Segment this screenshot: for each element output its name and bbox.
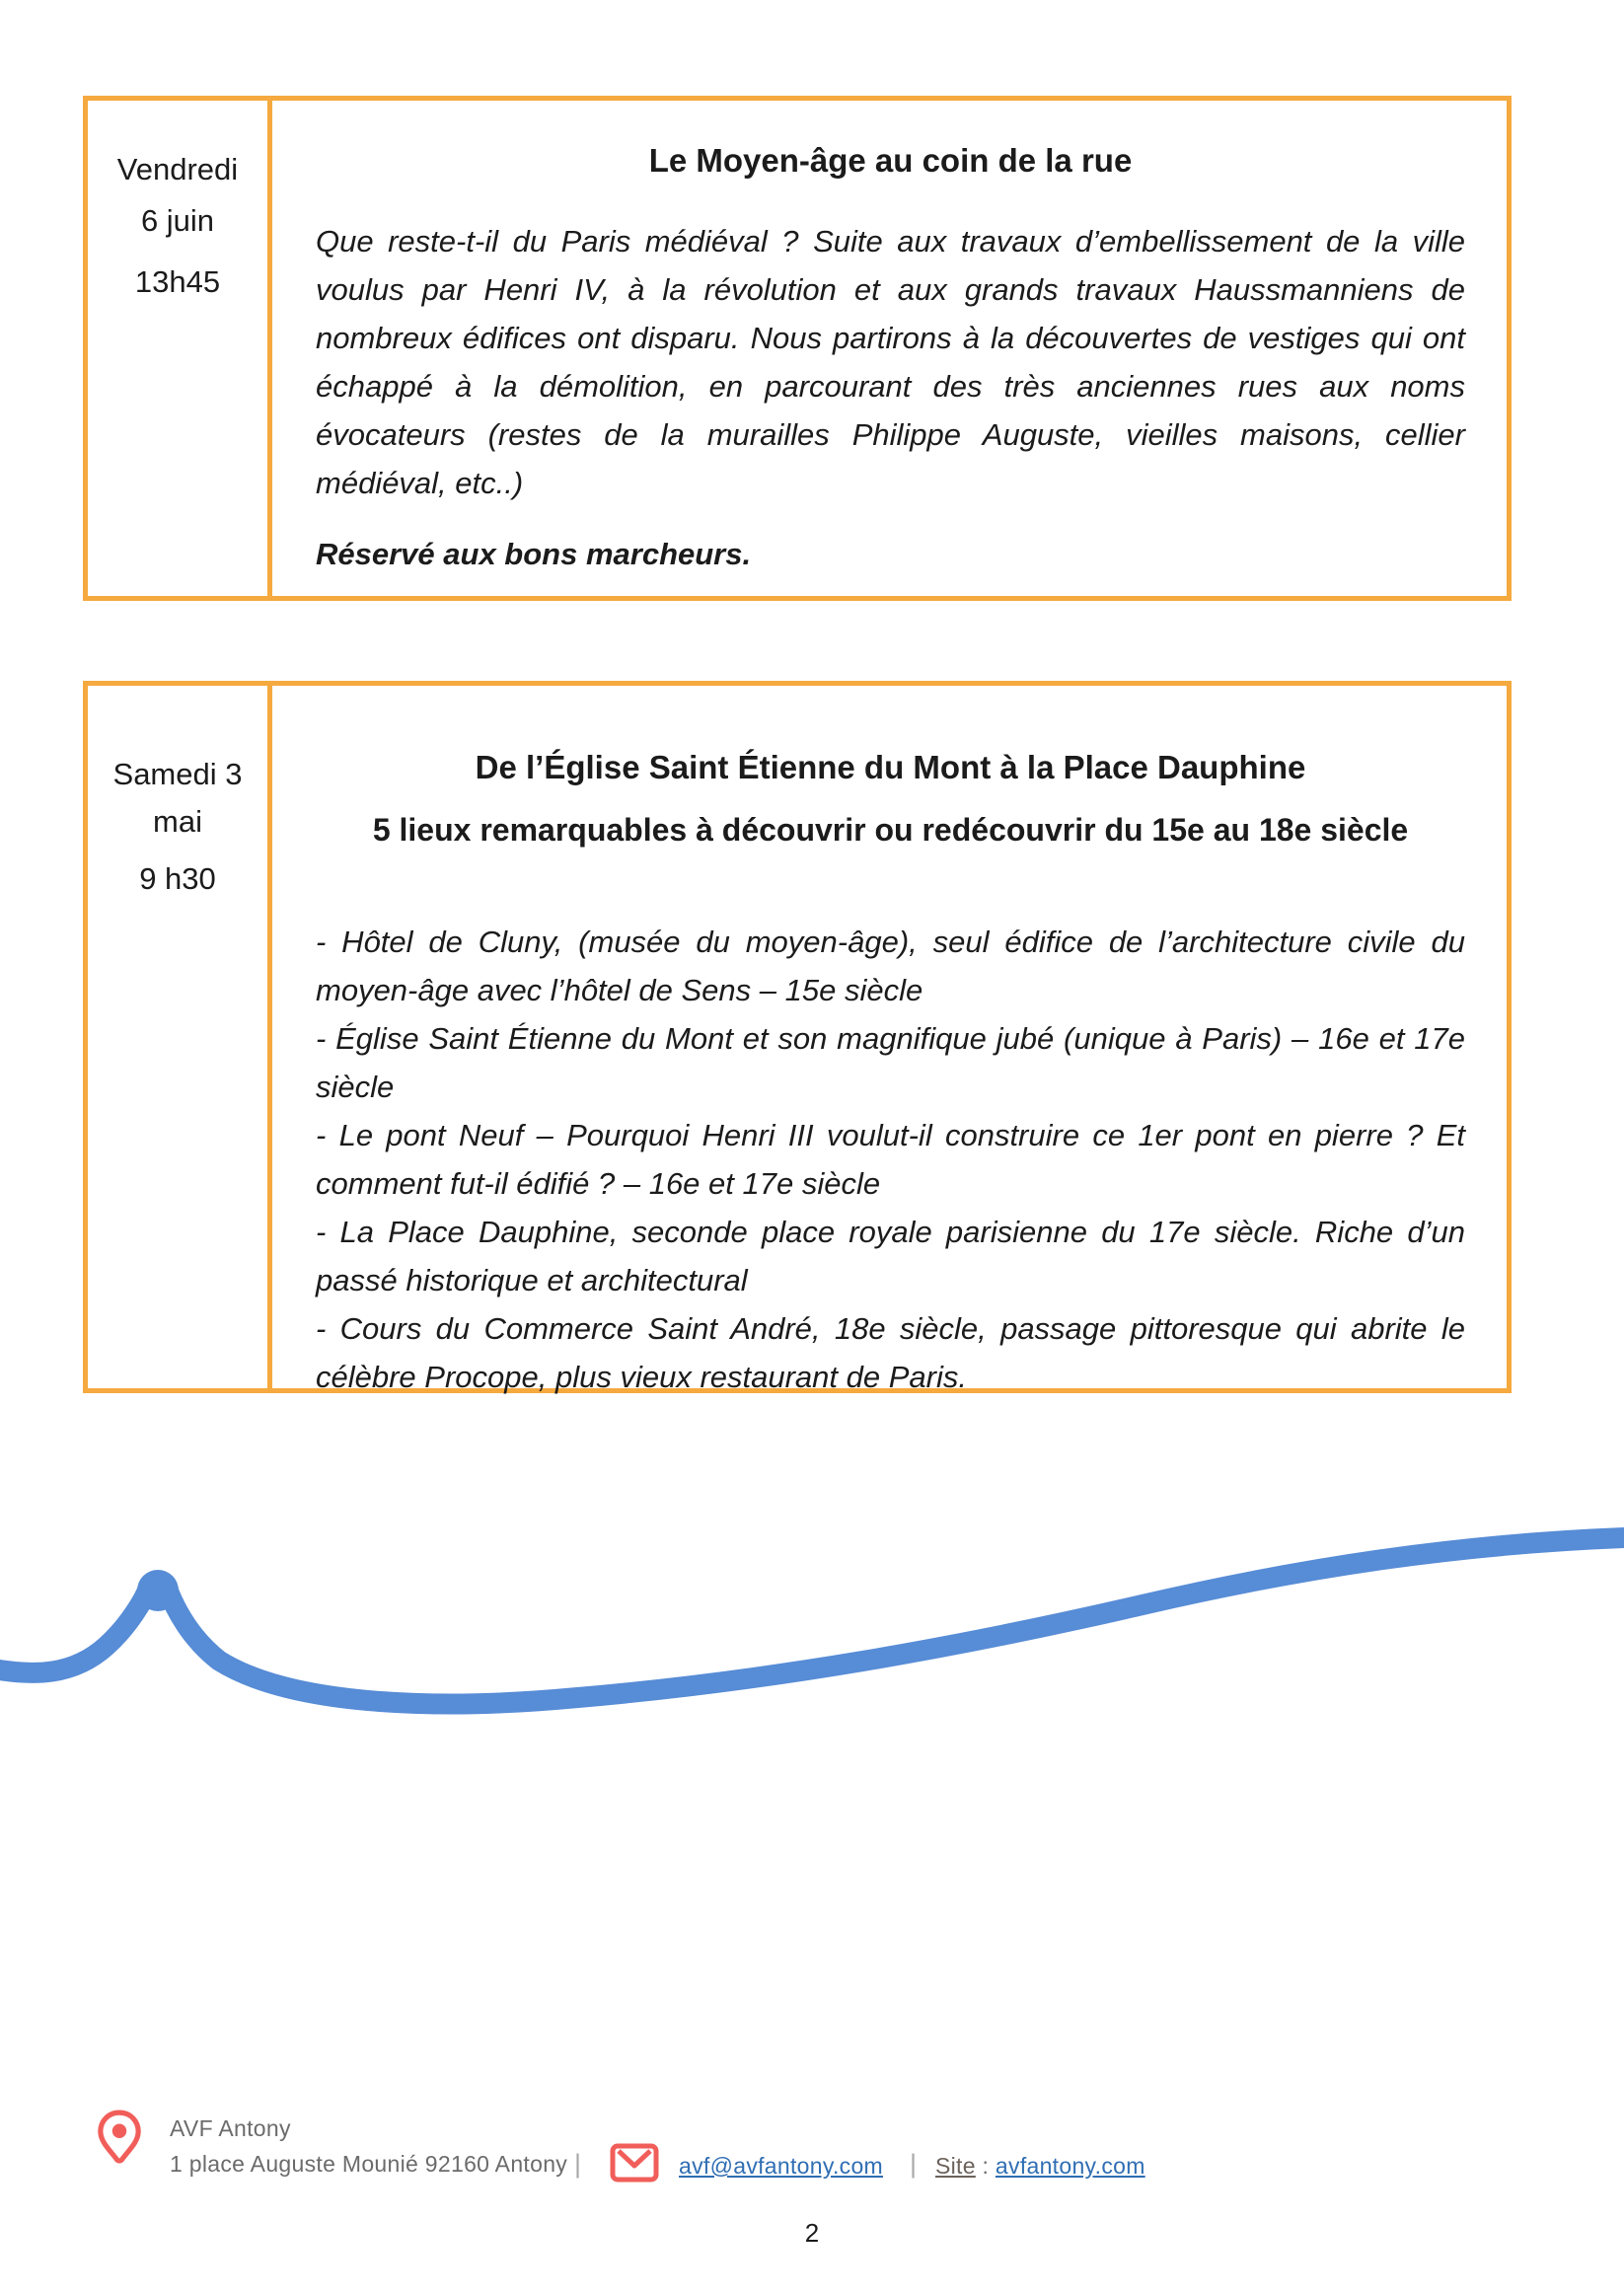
wave-decoration [0,1500,1624,1796]
location-pin-icon [97,2110,142,2169]
footer-org-name: AVF Antony [170,2115,291,2141]
event-title: Le Moyen-âge au coin de la rue [648,142,1133,179]
event-date-day: Samedi 3 [112,757,243,791]
email-link[interactable]: avf@avfantony.com [679,2153,884,2179]
footer-separator: | [574,2149,582,2179]
wave-graphic [0,1500,1624,1796]
event-date-day: Vendredi [116,152,239,186]
footer-site [935,2153,1145,2180]
page-number: 2 [804,2218,820,2248]
site-colon: : [975,2153,996,2179]
footer-separator: | [910,2149,918,2179]
list-item: - Église Saint Étienne du Mont et son magnifique jubé (unique à Paris) – 16e et 17e siècle [316,1021,1465,1104]
event-date [88,686,272,1388]
list-item: - Hôtel de Cluny, (musée du moyen-âge), seul édifice de l’architecture civile du moyen-âge avec l’hôtel de Sens – 15e siècle [316,925,1465,1007]
event-date-date: 6 juin [140,203,215,238]
list-item: - Le pont Neuf – Pourquoi Henri III voulut-il construire ce 1er pont en pierre ? Et comment fut-il édifié ? – 16e et 17e siècle [316,1118,1465,1201]
event-subtitle: 5 lieux remarquables à découvrir ou redécouvrir du 15e au 18e siècle [372,812,1409,848]
event-time: 13h45 [134,264,221,299]
event-card-vendredi-6-juin [83,96,1512,601]
footer-address: 1 place Auguste Mounié 92160 Antony [170,2151,568,2177]
email-icon [610,2143,659,2183]
event-description: Que reste-t-il du Paris médiéval ? Suite aux travaux d’embellissement de la ville voulus par Henri IV, à la révolution et aux grands travaux Haussmanniens de nombreux édifices ont disparu. Nous partirons à la découvertes de vestiges qui ont échappé à la démolition, en parcourant des très anciennes rues aux noms évocateurs (restes de la murailles Philippe Auguste, vieilles maisons, cellier médiéval, etc..) [316,224,1465,500]
event-item-list [316,918,1465,1401]
list-item: - Cours du Commerce Saint André, 18e siècle, passage pittoresque qui abrite le célèbre Procope, plus vieux restaurant de Paris. [316,1311,1465,1394]
event-date-date: mai [153,804,202,839]
event-content [272,686,1507,1394]
event-note: Réservé aux bons marcheurs. [316,537,752,571]
event-card-samedi-3-mai [83,681,1512,1393]
event-date [88,101,272,596]
site-link[interactable]: avfantony.com [995,2153,1145,2179]
list-item: - La Place Dauphine, seconde place royale parisienne du 17e siècle. Riche d’un passé historique et architectural [316,1215,1465,1297]
event-title: De l’Église Saint Étienne du Mont à la Place Dauphine [475,749,1306,785]
event-time: 9 h30 [139,861,216,896]
event-content [272,101,1507,596]
site-label: Site [935,2153,976,2179]
